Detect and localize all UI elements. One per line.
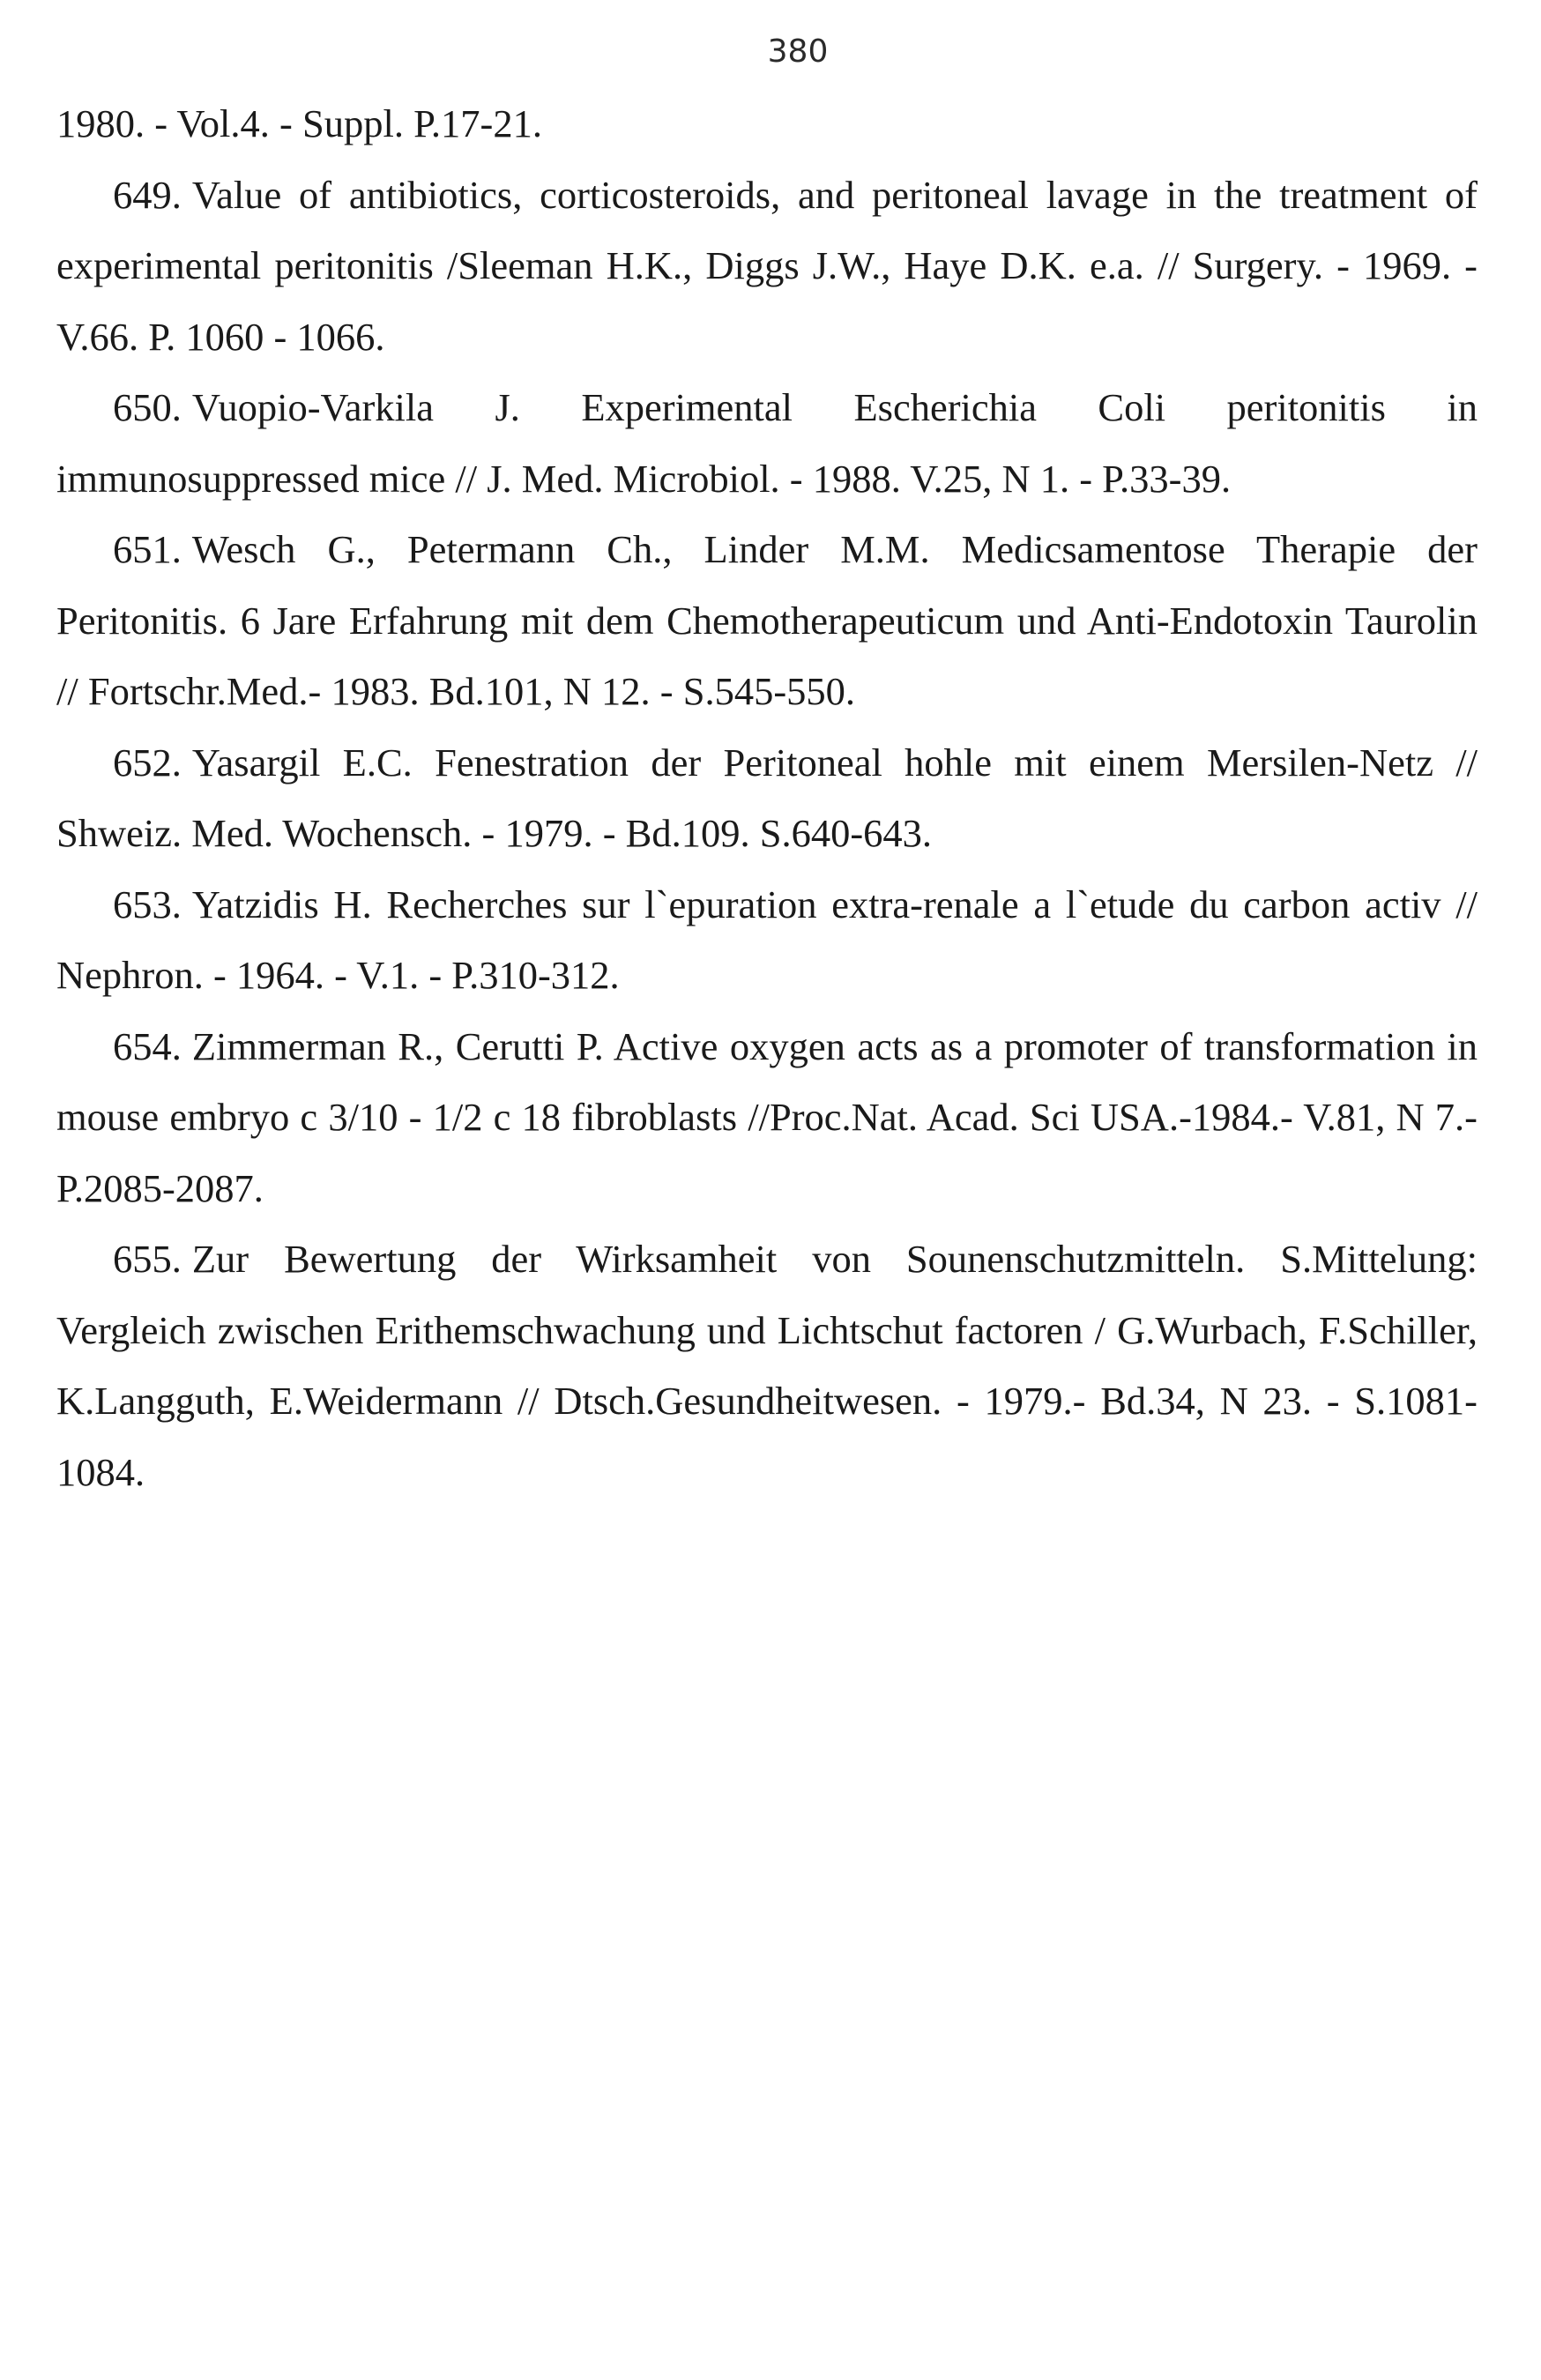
reference-item [56,372,1478,514]
reference-item [56,160,1478,373]
reference-number: 651. [113,527,182,571]
reference-number: 649. [113,172,182,217]
reference-item [56,1223,1478,1507]
reference-list [56,88,1478,1507]
reference-number: 652. [113,740,182,785]
reference-continuation: 1980. - Vol.4. - Suppl. P.17-21. [56,101,542,145]
reference-number: 654. [113,1023,182,1068]
reference-number: 653. [113,881,182,926]
reference-item [56,1011,1478,1224]
page-number: 380 [767,33,829,70]
reference-item [56,869,1478,1011]
reference-text: Wesch G., Petermann Ch., Linder M.M. Medicsamentose Therapie der Peritonitis. 6 Jare Erfahrung mit dem Chemotherapeuticum und Anti-Endotoxin Taurolin // Fortschr.Med.- 1983. Bd.101, N 12. - S.545-550. [56,527,1478,713]
reference-text: Vuopio-Varkila J. Experimental Escherichia Coli peritonitis in immunosuppressed mice // J. Med. Microbiol. - 1988. V.25, N 1. - P.33-39. [56,385,1478,501]
reference-item [56,514,1478,727]
reference-text: Yatzidis H. Recherches sur l`epuration extra-renale a l`etude du carbon activ // Nephron. - 1964. - V.1. - P.310-312. [56,881,1478,997]
reference-text: Zur Bewertung der Wirksamheit von Sounenschutzmitteln. S.Mittelung: Vergleich zwischen Erithemschwachung und Lichtschut factoren / G.Wurbach, F.Schiller, K.Langguth, E.Weidermann // Dtsch.Gesundheitwesen. - 1979.- Bd.34, N 23. - S.1081-1084. [56,1237,1478,1494]
reference-number: 655. [113,1237,182,1281]
reference-text: Value of antibiotics, corticosteroids, and peritoneal lavage in the treatment of experimental peritonitis /Sleeman H.K., Diggs J.W., Haye D.K. e.a. // Surgery. - 1969. - V.66. P. 1060 - 1066. [56,172,1478,359]
reference-text: Zimmerman R., Cerutti P. Active oxygen acts as a promoter of transformation in mouse embryo c 3/10 - 1/2 c 18 fibroblasts //Proc.Nat. Acad. Sci USA.-1984.- V.81, N 7.- P.2085-2087. [56,1023,1478,1210]
reference-number: 650. [113,385,182,429]
reference-text: Yasargil E.C. Fenestration der Peritoneal hohle mit einem Mersilen-Netz // Shweiz. Med. Wochensch. - 1979. - Bd.109. S.640-643. [56,740,1478,855]
reference-item [56,727,1478,869]
